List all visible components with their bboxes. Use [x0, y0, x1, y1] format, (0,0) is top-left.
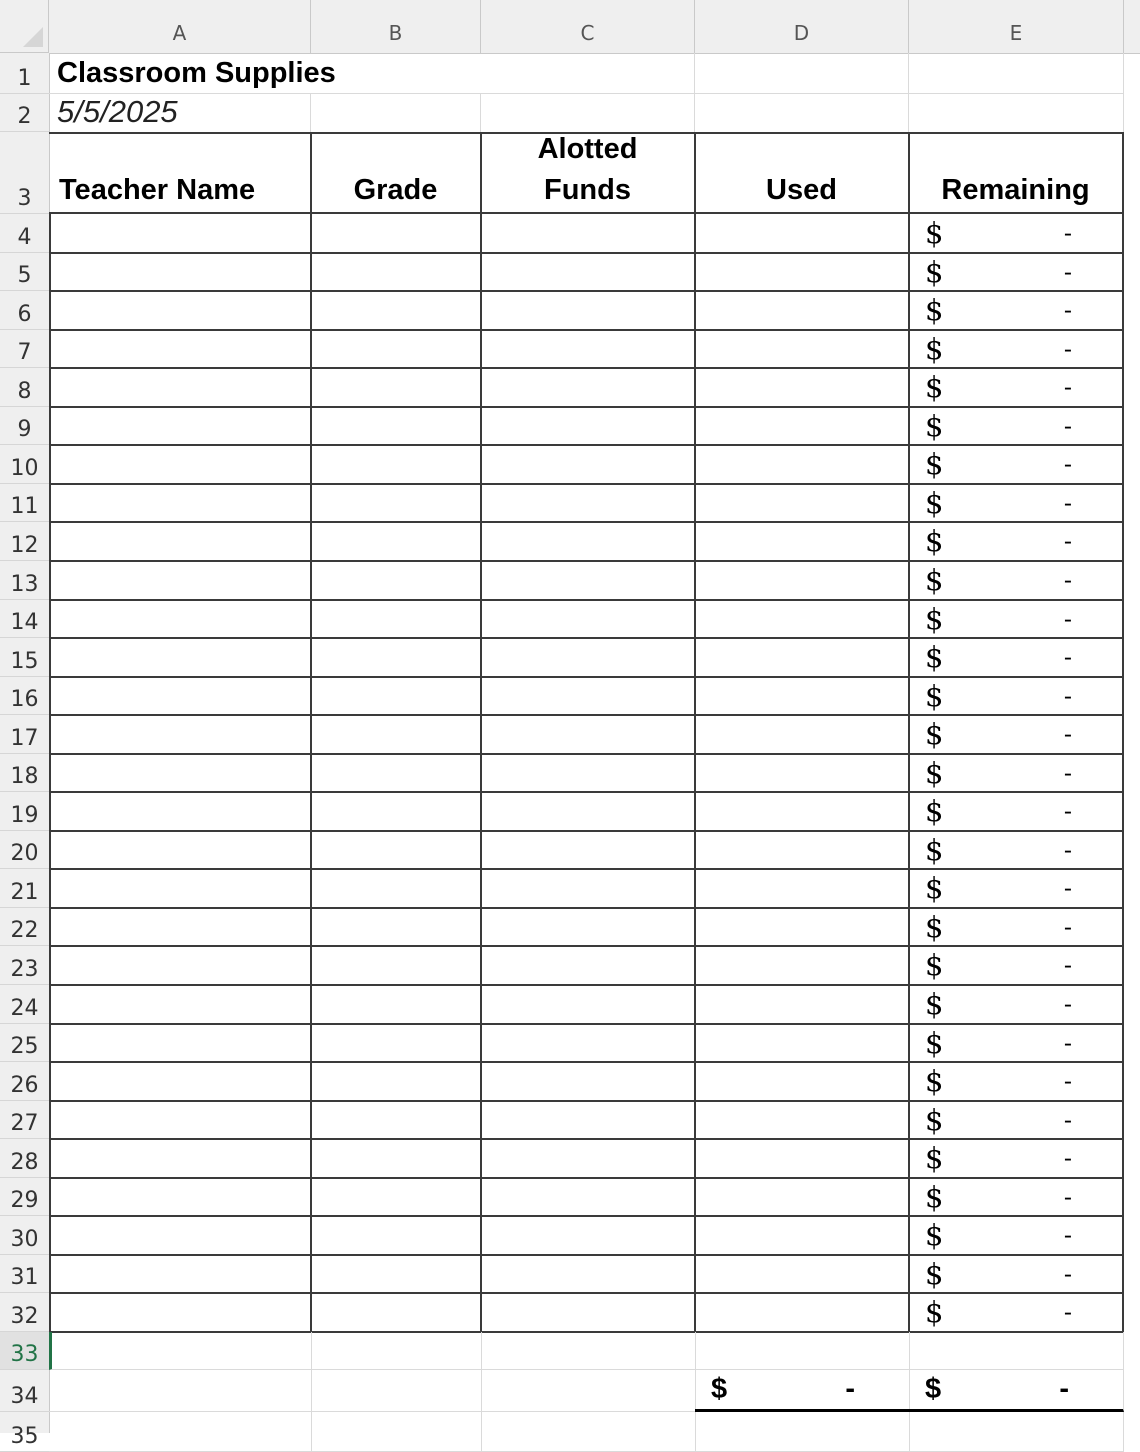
cell-e16[interactable] — [909, 677, 1124, 716]
cell-c32[interactable] — [481, 1293, 696, 1333]
remaining-value: - — [1063, 334, 1072, 363]
cell-d21[interactable] — [695, 869, 910, 909]
currency-symbol: $ — [925, 871, 944, 905]
cell-c25[interactable] — [481, 1024, 696, 1063]
currency-symbol: $ — [925, 524, 944, 558]
cell-a10[interactable] — [49, 445, 312, 485]
cell-e18[interactable] — [909, 754, 1124, 793]
cell-c19[interactable] — [481, 792, 696, 832]
remaining-value: - — [1063, 1028, 1072, 1057]
currency-symbol: $ — [925, 216, 944, 250]
column-header-a[interactable]: A — [49, 0, 311, 53]
cell-c33[interactable] — [481, 1332, 696, 1370]
row-header-7[interactable]: 7 — [0, 330, 49, 368]
total-remaining-cell[interactable] — [909, 1370, 1124, 1412]
cell-e33[interactable] — [909, 1332, 1124, 1370]
cell-d27[interactable] — [695, 1101, 910, 1140]
remaining-value: - — [1063, 720, 1072, 748]
cell-c15[interactable] — [481, 638, 696, 678]
cell-c12[interactable] — [481, 522, 696, 562]
cell-a23[interactable] — [49, 946, 312, 986]
cell-e22[interactable] — [909, 908, 1124, 947]
remaining-value: - — [1063, 373, 1072, 401]
remaining-value: - — [1063, 1221, 1072, 1249]
cell-e27[interactable] — [909, 1101, 1124, 1140]
cell-b28[interactable] — [311, 1139, 482, 1179]
cell-e4[interactable] — [909, 214, 1124, 254]
cell-c30[interactable] — [481, 1216, 696, 1256]
cell-c29[interactable] — [481, 1178, 696, 1217]
cell-e6[interactable] — [909, 291, 1124, 331]
row-header-20[interactable]: 20 — [0, 831, 49, 869]
cell-b16[interactable] — [311, 677, 482, 716]
cell-c35[interactable] — [481, 1412, 696, 1452]
cell-e2[interactable] — [909, 94, 1124, 133]
cell-e30[interactable] — [909, 1216, 1124, 1256]
cell-b19[interactable] — [311, 792, 482, 832]
cell-c1[interactable] — [481, 53, 695, 94]
cell-e28[interactable] — [909, 1139, 1124, 1179]
row-header-19[interactable]: 19 — [0, 792, 49, 831]
cell-c10[interactable] — [481, 445, 696, 485]
cell-a18[interactable] — [49, 754, 312, 793]
header-grade[interactable] — [311, 132, 482, 214]
cell-c16[interactable] — [481, 677, 696, 716]
cell-a27[interactable] — [49, 1101, 312, 1140]
cell-a15[interactable] — [49, 638, 312, 678]
remaining-value: - — [1063, 296, 1072, 324]
cell-d31[interactable] — [695, 1255, 910, 1294]
cell-e20[interactable] — [909, 831, 1124, 870]
cell-e9[interactable] — [909, 407, 1124, 446]
cell-a8[interactable] — [49, 368, 312, 408]
cell-b22[interactable] — [311, 908, 482, 947]
select-all-corner[interactable] — [0, 0, 49, 53]
cell-e1[interactable] — [909, 53, 1124, 94]
row-header-1[interactable]: 1 — [0, 53, 49, 94]
cell-a6[interactable] — [49, 291, 312, 331]
currency-symbol: $ — [925, 1179, 944, 1214]
cell-e25[interactable] — [909, 1024, 1124, 1063]
cell-b31[interactable] — [311, 1255, 482, 1294]
cell-d32[interactable] — [695, 1293, 910, 1333]
cell-b26[interactable] — [311, 1062, 482, 1102]
header-teacher-name-label: Teacher Name — [59, 174, 256, 206]
currency-symbol: $ — [925, 447, 944, 481]
cell-d16[interactable] — [695, 677, 910, 716]
cell-b20[interactable] — [311, 831, 482, 870]
cell-b17[interactable] — [311, 715, 482, 755]
row-header-33[interactable]: 33 — [0, 1332, 49, 1370]
currency-symbol: $ — [925, 678, 944, 713]
cell-e31[interactable] — [909, 1255, 1124, 1294]
cell-c23[interactable] — [481, 946, 696, 986]
cell-a20[interactable] — [49, 831, 312, 870]
row-header-3[interactable]: 3 — [0, 132, 49, 214]
cell-b9[interactable] — [311, 407, 482, 446]
header-used[interactable] — [695, 132, 910, 214]
cell-d5[interactable] — [695, 253, 910, 292]
remaining-value: - — [1063, 488, 1072, 517]
cell-e14[interactable] — [909, 600, 1124, 639]
header-used-label: Used — [766, 174, 837, 206]
cell-a13[interactable] — [49, 561, 312, 601]
row-header-18[interactable]: 18 — [0, 754, 49, 792]
cell-c22[interactable] — [481, 908, 696, 947]
remaining-value: - — [1063, 527, 1072, 555]
cell-e23[interactable] — [909, 946, 1124, 986]
row-header-17[interactable]: 17 — [0, 715, 49, 754]
cell-c24[interactable] — [481, 985, 696, 1025]
cell-b7[interactable] — [311, 330, 482, 369]
cell-d17[interactable] — [695, 715, 910, 755]
cell-d8[interactable] — [695, 368, 910, 408]
cell-d18[interactable] — [695, 754, 910, 793]
currency-symbol: $ — [925, 331, 944, 366]
cell-a30[interactable] — [49, 1216, 312, 1256]
cell-e19[interactable] — [909, 792, 1124, 832]
cell-b32[interactable] — [311, 1293, 482, 1333]
cell-b35[interactable] — [311, 1412, 482, 1452]
cell-e29[interactable] — [909, 1178, 1124, 1217]
remaining-value: - — [1063, 219, 1072, 247]
remaining-value: - — [1063, 1067, 1072, 1095]
cell-a14[interactable] — [49, 600, 312, 639]
cell-c5[interactable] — [481, 253, 696, 292]
cell-c20[interactable] — [481, 831, 696, 870]
row-header-13[interactable]: 13 — [0, 561, 49, 600]
cell-d20[interactable] — [695, 831, 910, 870]
header-teacher-name[interactable] — [49, 132, 312, 214]
row-header-11[interactable]: 11 — [0, 484, 49, 522]
cell-d22[interactable] — [695, 908, 910, 947]
cell-b14[interactable] — [311, 600, 482, 639]
header-alotted-funds-line2: Funds — [544, 174, 631, 206]
remaining-value: - — [1063, 1259, 1072, 1288]
cell-e35[interactable] — [909, 1412, 1124, 1452]
cell-a16[interactable] — [49, 677, 312, 716]
currency-symbol: $ — [925, 755, 944, 790]
header-alotted-funds-line1: Alotted — [537, 133, 638, 165]
cell-b30[interactable] — [311, 1216, 482, 1256]
cell-c9[interactable] — [481, 407, 696, 446]
row-header-15[interactable]: 15 — [0, 638, 49, 677]
currency-symbol: $ — [925, 794, 944, 828]
row-header-5[interactable]: 5 — [0, 253, 49, 291]
total-remaining-value: - — [1059, 1373, 1069, 1405]
cell-d33[interactable] — [695, 1332, 910, 1370]
cell-e8[interactable] — [909, 368, 1124, 408]
row-header-21[interactable]: 21 — [0, 869, 49, 908]
cell-e17[interactable] — [909, 715, 1124, 755]
total-used-cell[interactable] — [695, 1370, 910, 1412]
cell-e12[interactable] — [909, 522, 1124, 562]
cell-c27[interactable] — [481, 1101, 696, 1140]
cell-a11[interactable] — [49, 484, 312, 523]
cell-a34[interactable] — [49, 1370, 312, 1412]
cell-d25[interactable] — [695, 1024, 910, 1063]
currency-symbol: $ — [925, 1141, 944, 1175]
remaining-value: - — [1063, 257, 1072, 286]
row-header-8[interactable]: 8 — [0, 368, 49, 407]
row-header-32[interactable]: 32 — [0, 1293, 49, 1332]
remaining-value: - — [1063, 835, 1072, 864]
cell-c34[interactable] — [481, 1370, 696, 1412]
currency-symbol: $ — [925, 601, 944, 636]
cell-d11[interactable] — [695, 484, 910, 523]
sheet-date[interactable]: 5/5/2025 — [49, 94, 311, 133]
remaining-value: - — [1063, 797, 1072, 825]
cell-d13[interactable] — [695, 561, 910, 601]
row-header-27[interactable]: 27 — [0, 1101, 49, 1139]
row-header-6[interactable]: 6 — [0, 291, 49, 330]
remaining-value: - — [1063, 990, 1072, 1018]
cell-c14[interactable] — [481, 600, 696, 639]
cell-a26[interactable] — [49, 1062, 312, 1102]
cell-e24[interactable] — [909, 985, 1124, 1025]
row-header-16[interactable]: 16 — [0, 677, 49, 715]
currency-symbol: $ — [925, 254, 944, 289]
row-header-28[interactable]: 28 — [0, 1139, 49, 1178]
remaining-value: - — [1063, 1144, 1072, 1172]
cell-e11[interactable] — [909, 484, 1124, 523]
row-header-22[interactable]: 22 — [0, 908, 49, 946]
cell-d14[interactable] — [695, 600, 910, 639]
row-header-2[interactable]: 2 — [0, 94, 49, 132]
column-header-d[interactable]: D — [695, 0, 909, 53]
cell-d15[interactable] — [695, 638, 910, 678]
cell-b8[interactable] — [311, 368, 482, 408]
cell-a28[interactable] — [49, 1139, 312, 1179]
cell-b34[interactable] — [311, 1370, 482, 1412]
row-header-12[interactable]: 12 — [0, 522, 49, 561]
cell-b25[interactable] — [311, 1024, 482, 1063]
currency-symbol: $ — [925, 640, 944, 674]
cell-c28[interactable] — [481, 1139, 696, 1179]
cell-b13[interactable] — [311, 561, 482, 601]
cell-a29[interactable] — [49, 1178, 312, 1217]
cell-b24[interactable] — [311, 985, 482, 1025]
cell-a12[interactable] — [49, 522, 312, 562]
row-header-31[interactable]: 31 — [0, 1255, 49, 1293]
remaining-value: - — [1063, 758, 1072, 787]
row-header-29[interactable]: 29 — [0, 1178, 49, 1216]
cell-b4[interactable] — [311, 214, 482, 254]
cell-e13[interactable] — [909, 561, 1124, 601]
cell-a7[interactable] — [49, 330, 312, 369]
remaining-value: - — [1063, 1298, 1072, 1326]
currency-symbol: $ — [925, 1025, 944, 1060]
cell-c11[interactable] — [481, 484, 696, 523]
currency-symbol: $ — [925, 717, 944, 751]
header-remaining-label: Remaining — [941, 174, 1090, 206]
cell-d29[interactable] — [695, 1178, 910, 1217]
cell-b23[interactable] — [311, 946, 482, 986]
cell-a31[interactable] — [49, 1255, 312, 1294]
header-remaining[interactable] — [909, 132, 1124, 214]
currency-symbol: $ — [925, 408, 944, 443]
cell-d6[interactable] — [695, 291, 910, 331]
cell-c26[interactable] — [481, 1062, 696, 1102]
column-headers — [49, 0, 1140, 54]
cell-a22[interactable] — [49, 908, 312, 947]
row-header-23[interactable]: 23 — [0, 946, 49, 985]
cell-c8[interactable] — [481, 368, 696, 408]
sheet-title[interactable]: Classroom Supplies — [49, 53, 481, 94]
total-used-value: - — [845, 1373, 855, 1405]
cell-d23[interactable] — [695, 946, 910, 986]
cell-c6[interactable] — [481, 291, 696, 331]
remaining-value: - — [1063, 450, 1072, 478]
currency-symbol: $ — [925, 909, 944, 944]
remaining-value: - — [1063, 566, 1072, 594]
header-alotted-funds[interactable] — [481, 132, 696, 214]
cell-b33[interactable] — [311, 1332, 482, 1370]
spreadsheet-grid — [49, 53, 1140, 1433]
select-all-triangle — [23, 27, 43, 47]
row-header-26[interactable]: 26 — [0, 1062, 49, 1101]
cell-b10[interactable] — [311, 445, 482, 485]
cell-d4[interactable] — [695, 214, 910, 254]
cell-a25[interactable] — [49, 1024, 312, 1063]
cell-c2[interactable] — [481, 94, 695, 133]
cell-c21[interactable] — [481, 869, 696, 909]
cell-d26[interactable] — [695, 1062, 910, 1102]
cell-b12[interactable] — [311, 522, 482, 562]
currency-symbol: $ — [925, 370, 944, 404]
cell-d2[interactable] — [695, 94, 909, 133]
row-header-4[interactable]: 4 — [0, 214, 49, 253]
cell-b27[interactable] — [311, 1101, 482, 1140]
cell-d28[interactable] — [695, 1139, 910, 1179]
remaining-value: - — [1063, 1105, 1072, 1134]
cell-d9[interactable] — [695, 407, 910, 446]
cell-e26[interactable] — [909, 1062, 1124, 1102]
remaining-value: - — [1063, 1182, 1072, 1211]
cell-b29[interactable] — [311, 1178, 482, 1217]
currency-symbol: $ — [925, 948, 944, 982]
currency-symbol: $ — [925, 987, 944, 1021]
cell-c13[interactable] — [481, 561, 696, 601]
cell-d30[interactable] — [695, 1216, 910, 1256]
remaining-value: - — [1063, 681, 1072, 710]
currency-symbol: $ — [925, 1256, 944, 1291]
cell-b15[interactable] — [311, 638, 482, 678]
row-header-14[interactable]: 14 — [0, 600, 49, 638]
cell-e10[interactable] — [909, 445, 1124, 485]
currency-symbol: $ — [925, 563, 944, 597]
cell-d19[interactable] — [695, 792, 910, 832]
remaining-value: - — [1063, 951, 1072, 979]
currency-symbol: $ — [925, 1064, 944, 1098]
cell-e15[interactable] — [909, 638, 1124, 678]
remaining-value: - — [1063, 643, 1072, 671]
row-header-25[interactable]: 25 — [0, 1024, 49, 1062]
cell-b11[interactable] — [311, 484, 482, 523]
cell-a4[interactable] — [49, 214, 312, 254]
row-headers — [0, 53, 50, 1449]
remaining-value: - — [1063, 912, 1072, 941]
cell-a35[interactable] — [49, 1412, 312, 1452]
cell-b6[interactable] — [311, 291, 482, 331]
cell-b18[interactable] — [311, 754, 482, 793]
total-used-symbol: $ — [711, 1373, 728, 1405]
cell-b21[interactable] — [311, 869, 482, 909]
cell-a32[interactable] — [49, 1293, 312, 1333]
cell-e7[interactable] — [909, 330, 1124, 369]
currency-symbol: $ — [925, 293, 944, 327]
cell-a17[interactable] — [49, 715, 312, 755]
header-grade-label: Grade — [353, 174, 438, 206]
row-header-30[interactable]: 30 — [0, 1216, 49, 1255]
cell-d7[interactable] — [695, 330, 910, 369]
cell-a19[interactable] — [49, 792, 312, 832]
cell-b2[interactable] — [311, 94, 481, 133]
cell-e5[interactable] — [909, 253, 1124, 292]
currency-symbol: $ — [925, 1295, 944, 1329]
cell-c7[interactable] — [481, 330, 696, 369]
currency-symbol: $ — [925, 485, 944, 520]
cell-d12[interactable] — [695, 522, 910, 562]
row-header-9[interactable]: 9 — [0, 407, 49, 445]
cell-a24[interactable] — [49, 985, 312, 1025]
currency-symbol: $ — [925, 1102, 944, 1137]
remaining-value: - — [1063, 411, 1072, 440]
remaining-value: - — [1063, 874, 1072, 902]
cell-c31[interactable] — [481, 1255, 696, 1294]
column-header-b[interactable]: B — [311, 0, 481, 53]
cell-e32[interactable] — [909, 1293, 1124, 1333]
cell-d35[interactable] — [695, 1412, 910, 1452]
cell-c17[interactable] — [481, 715, 696, 755]
cell-e21[interactable] — [909, 869, 1124, 909]
column-header-c[interactable]: C — [481, 0, 695, 53]
row-header-24[interactable]: 24 — [0, 985, 49, 1024]
row-header-34[interactable]: 34 — [0, 1370, 49, 1412]
row-header-10[interactable]: 10 — [0, 445, 49, 484]
cell-c18[interactable] — [481, 754, 696, 793]
cell-d10[interactable] — [695, 445, 910, 485]
column-header-e[interactable]: E — [909, 0, 1124, 53]
total-remaining-symbol: $ — [925, 1373, 942, 1405]
cell-a21[interactable] — [49, 869, 312, 909]
cell-a9[interactable] — [49, 407, 312, 446]
currency-symbol: $ — [925, 832, 944, 867]
cell-d24[interactable] — [695, 985, 910, 1025]
cell-a33[interactable] — [49, 1332, 312, 1370]
currency-symbol: $ — [925, 1218, 944, 1252]
cell-d1[interactable] — [695, 53, 909, 94]
cell-b5[interactable] — [311, 253, 482, 292]
cell-c4[interactable] — [481, 214, 696, 254]
cell-a5[interactable] — [49, 253, 312, 292]
remaining-value: - — [1063, 604, 1072, 633]
row-header-35[interactable]: 35 — [0, 1412, 49, 1452]
